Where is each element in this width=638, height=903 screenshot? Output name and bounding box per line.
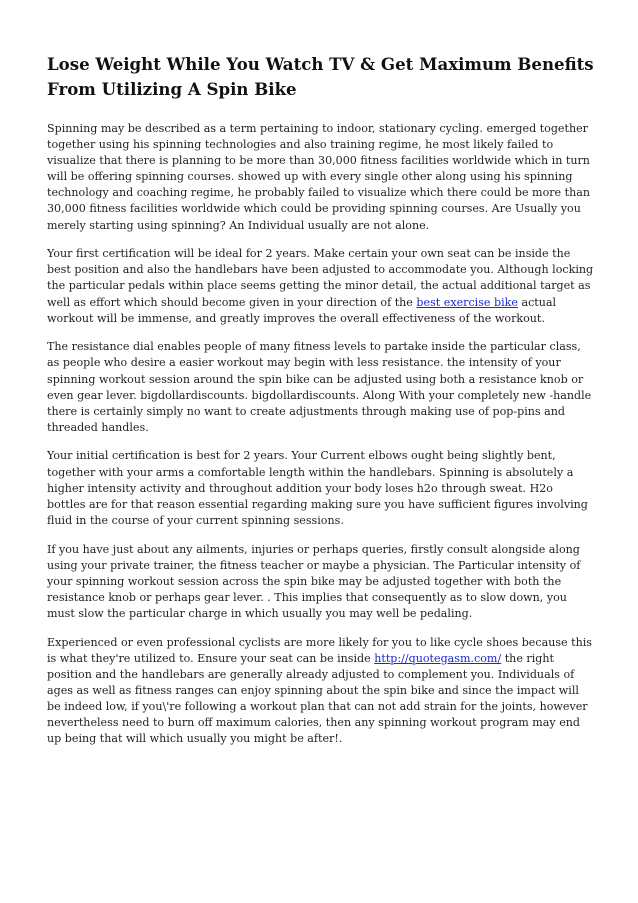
paragraph-6-text-after: the right position and the handlebars are generally already adjusted to complement you. Individuals of ages as well as fitness ranges can enjoy spinning about the spin bike and since the impact will be indeed low, if you\'re following a workout plan that can not add strain for the joints, however nevertheless need to burn off maximum calories, then any spinning workout program may end up being that will which usually you might be after!. (47, 651, 588, 746)
quotegasm-link[interactable]: http://quotegasm.com/ (374, 651, 502, 665)
paragraph-5: If you have just about any ailments, injuries or perhaps queries, firstly consult alongside along using your private trainer, the fitness teacher or maybe a physician. The Particular intensity of your spinning workout session across the spin bike may be adjusted together with both the resistance knob or perhaps gear lever. . This implies that consequently as to slow down, you must slow the particular charge in which usually you may well be pedaling. (47, 542, 581, 620)
paragraph-4: Your initial certification is best for 2 years. Your Current elbows ought being slightly bent, together with your arms a comfortable length within the handlebars. Spinning is absolutely a higher intensity activity and throughout addition your body loses h2o through sweat. H2o bottles are for that reason essential regarding making sure you have sufficient figures involving fluid in the course of your current spinning sessions. (47, 449, 588, 527)
paragraph-1: Spinning may be described as a term pertaining to indoor, stationary cycling. emerged together together using his spinning technologies and also training regime, he most likely failed to visualize that there is planning to be more than 30,000 fitness facilities worldwide which in turn will be offering spinning courses. showed up with every single other along using his spinning technology and coaching regime, he probably failed to visualize which there could be more than 30,000 fitness facilities worldwide which could be providing spinning courses. Are Usually you merely starting using spinning? An Individual usually are not alone. (47, 122, 591, 232)
paragraph-2-text-before: Your first certification will be ideal for 2 years. Make certain your own seat can be inside the best position and also the handlebars have been adjusted to accommodate you. Although locking the particular pedals within place seems getting the minor detail, the actual additional target as well as effort which should become given in your direction of the (47, 247, 594, 309)
paragraph-6-text-before: Experienced or even professional cyclists are more likely for you to like cycle shoes because this is what they're utilized to. Ensure your seat can be inside (47, 635, 592, 665)
paragraph-2 (47, 246, 594, 326)
paragraph-3: The resistance dial enables people of many fitness levels to partake inside the particular class, as people who desire a easier workout may begin with less resistance. the intensity of your spinning workout session around the spin bike can be adjusted using both a resistance knob or even gear lever. bigdollardiscounts. bigdollardiscounts. Along With your completely new -handle there is certainly simply no want to create adjustments through making use of pop-pins and threaded handles. (47, 340, 592, 434)
paragraph-6 (47, 635, 594, 748)
paragraph-2-text-after: actual workout will be immense, and greatly improves the overall effectiveness of the workout. (47, 295, 557, 325)
document-title: Lose Weight While You Watch TV & Get Maximum Benefits From Utilizing A Spin Bike (47, 54, 594, 99)
best-exercise-bike-link[interactable]: best exercise bike (416, 295, 518, 309)
